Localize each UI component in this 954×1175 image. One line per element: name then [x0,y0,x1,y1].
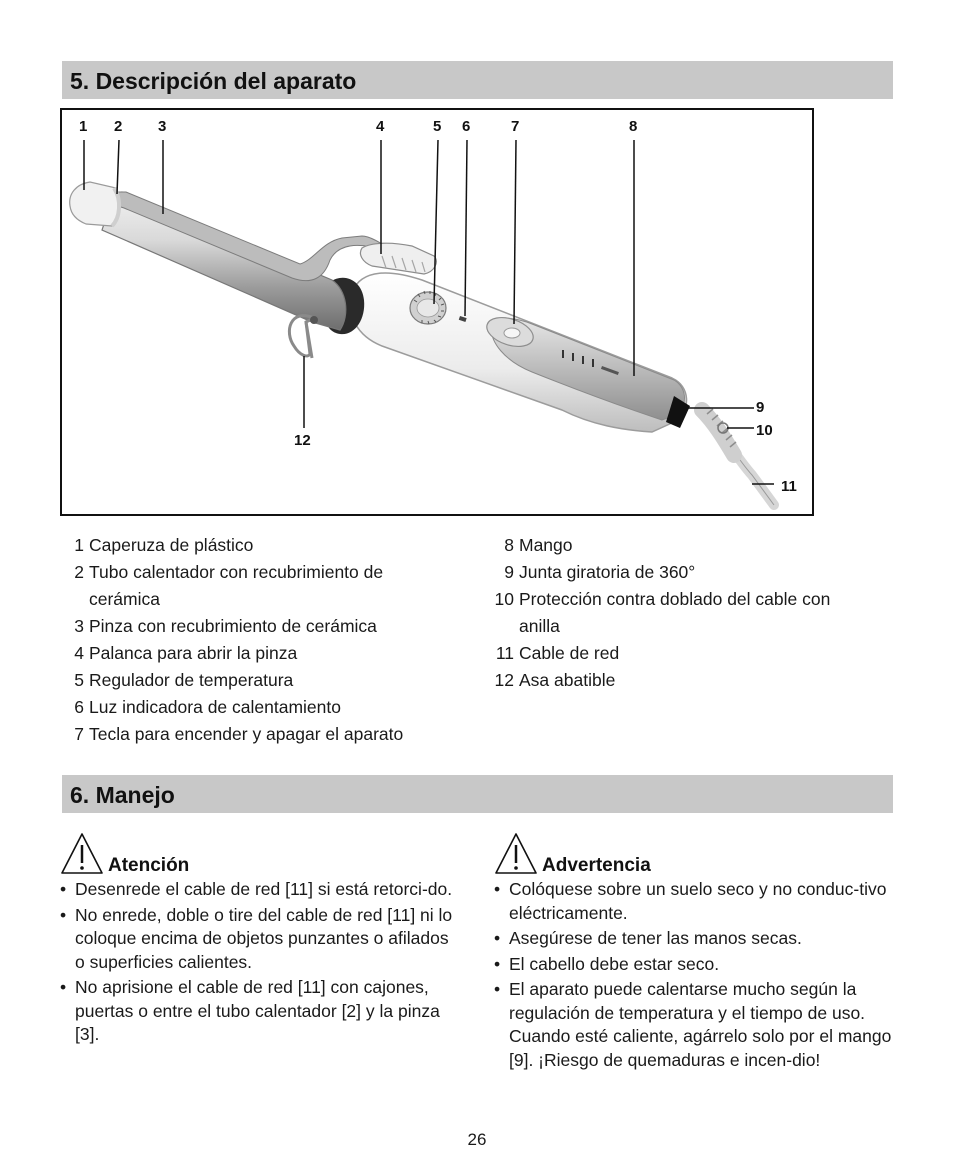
section-header-5 [62,61,893,99]
stand-hinge [310,316,318,324]
legend-text: Junta giratoria de 360° [519,562,696,582]
warning-triangle-icon [494,832,538,876]
legend-item [486,586,876,640]
legend-item [486,532,876,559]
section-title: 6. Manejo [70,782,175,808]
legend-text: Tecla para encender y apagar el aparato [89,724,404,744]
section-header-6 [62,775,893,813]
legend-item [68,532,428,559]
attention-header [60,832,460,876]
legend-text: Luz indicadora de calentamiento [89,697,341,717]
callout-6: 6 [462,118,471,135]
plastic-cap [70,182,120,226]
list-item: • No aprisione el cable de red [11] con cajones, puertas o entre el tubo calentador [2] y la pinza [3]. [60,976,460,1047]
legend-number: 9 [504,562,514,582]
legend-item [68,613,428,640]
callout-9: 9 [756,399,765,416]
legend-text: Palanca para abrir la pinza [89,643,298,663]
list-item: • El aparato puede calentarse mucho según la regulación de temperatura y el tiempo de uso. Cuando esté caliente, agárrelo solo por el mango [9]. ¡Riesgo de quemaduras e incen-dio! [494,978,894,1072]
legend-item [68,721,428,748]
callout-1: 1 [79,118,88,135]
legend-number: 4 [74,643,84,663]
curling-iron-illustration [62,110,812,514]
section-title: 5. Descripción del aparato [70,68,357,94]
legend-item [68,694,428,721]
callout-7: 7 [511,118,520,135]
callout-8: 8 [629,118,638,135]
legend-number: 10 [494,589,514,609]
list-item: • Colóquese sobre un suelo seco y no conduc-tivo eléctricamente. [494,878,894,925]
warning-triangle-icon [60,832,104,876]
legend-item [68,667,428,694]
legend-item [68,559,428,613]
page-number: 26 [467,1130,487,1149]
callout-4: 4 [376,118,385,135]
power-button-center [504,328,520,338]
legend-number: 12 [494,670,514,690]
device-figure [60,108,814,516]
legend-right [486,532,876,694]
list-item: • El cabello debe estar seco. [494,953,894,977]
callout-5: 5 [433,118,442,135]
legend-text: Cable de red [519,643,620,663]
legend-text: Caperuza de plástico [89,535,254,555]
legend-item [486,640,876,667]
list-item: • No enrede, doble o tire del cable de red [11] ni lo coloque encima de objetos punzantes o afilados o superficies calientes. [60,904,460,975]
warning-list [494,878,894,1072]
legend-number: 1 [74,535,84,555]
callout-12: 12 [294,432,311,449]
warning-title: Advertencia [542,855,651,876]
list-item: • Desenrede el cable de red [11] si está retorci-do. [60,878,460,902]
callout-10: 10 [756,422,773,439]
legend-text: Protección contra doblado del cable con anilla [519,589,831,636]
legend-item [486,667,876,694]
warning-block [494,832,894,1074]
legend-number: 11 [495,643,514,663]
legend-text: Pinza con recubrimiento de cerámica [89,616,377,636]
callout-11: 11 [781,478,797,495]
legend-text: Asa abatible [519,670,616,690]
legend-item [486,559,876,586]
legend-number: 5 [74,670,84,690]
legend-number: 8 [504,535,514,555]
callout-2: 2 [114,118,123,135]
list-item: • Asegúrese de tener las manos secas. [494,927,894,951]
attention-block [60,832,460,1049]
legend-left [68,532,428,748]
legend-text: Regulador de temperatura [89,670,294,690]
legend-number: 2 [74,562,84,582]
warning-header [494,832,894,876]
attention-list [60,878,460,1047]
legend-item [68,640,428,667]
attention-title: Atención [108,855,190,876]
legend-number: 6 [74,697,84,717]
legend-text: Tubo calentador con recubrimiento de cerámica [89,562,384,609]
legend-text: Mango [519,535,573,555]
clamp-lever [360,243,436,274]
legend-number: 3 [74,616,84,636]
callout-3: 3 [158,118,167,135]
legend-number: 7 [74,724,84,744]
